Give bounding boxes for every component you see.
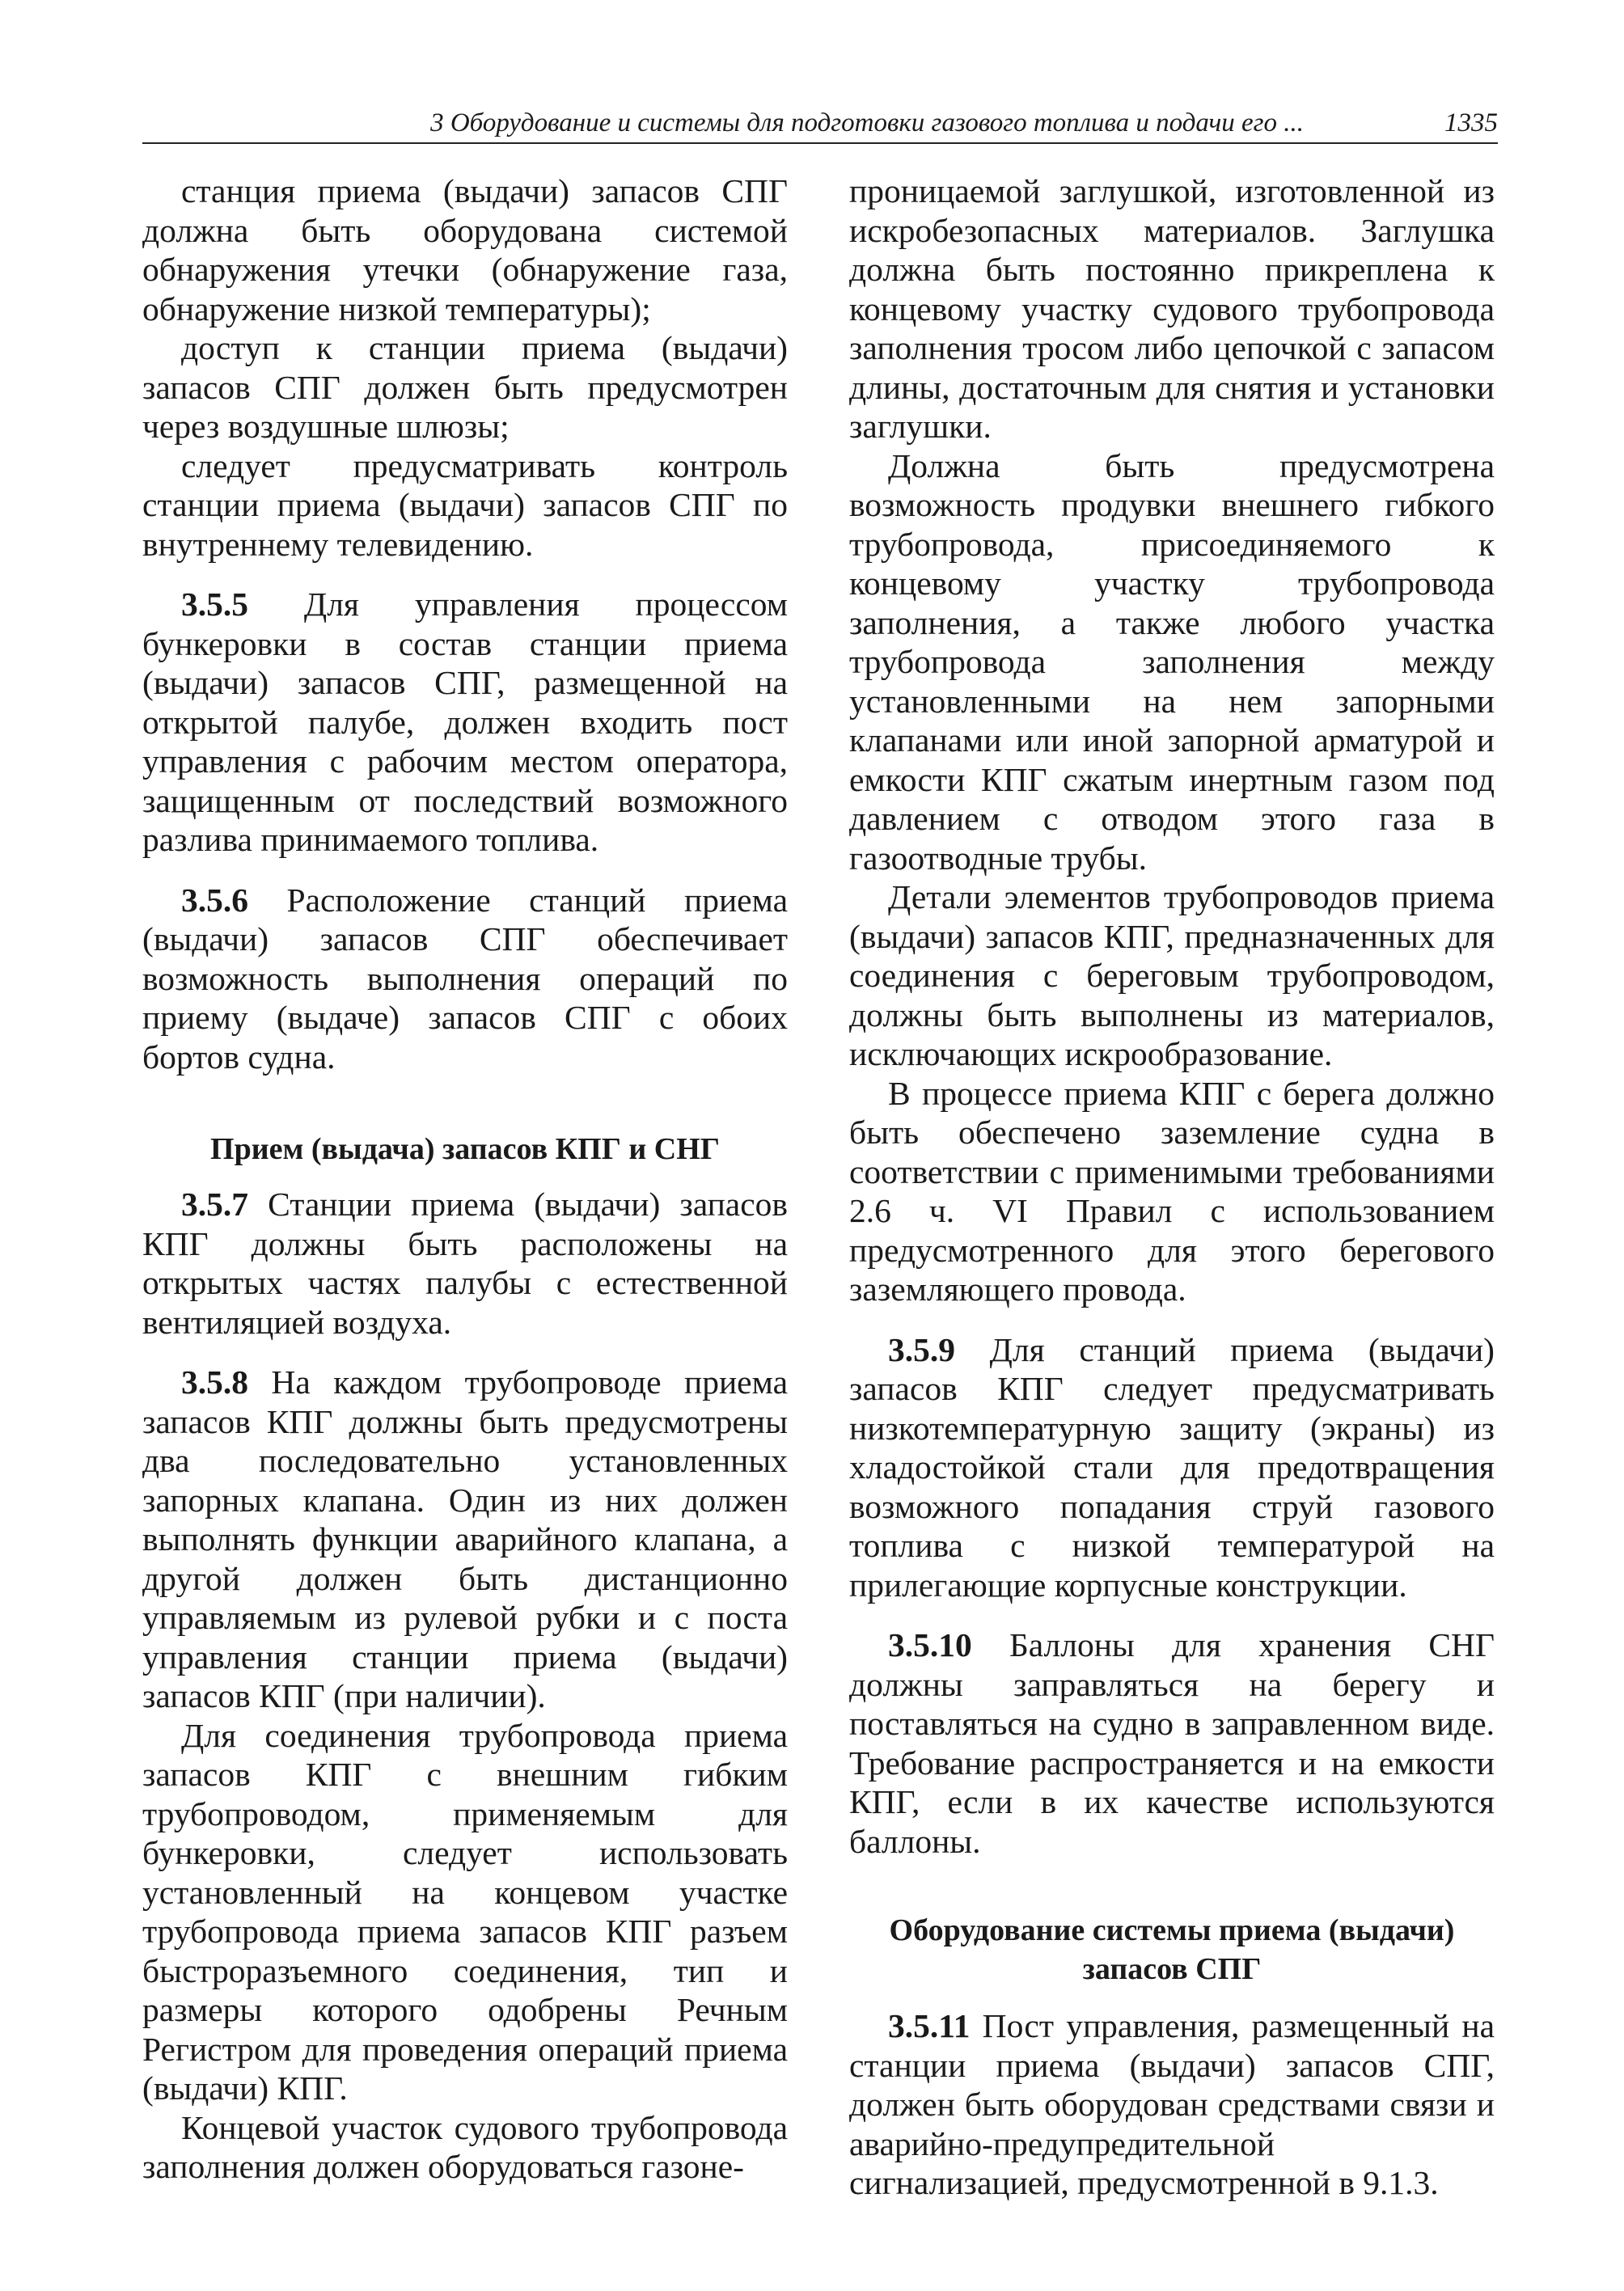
paragraph-3-5-7 — [142, 1185, 788, 1342]
list-item: доступ к станции приема (выдачи) запасов СПГ должен быть предусмотрен через воздушные шлюзы; — [142, 329, 788, 445]
paragraph-3-5-10 — [849, 1625, 1495, 1861]
paragraph-connection: Для соединения трубопровода приема запасов КПГ с внешним гибким трубопроводом, применяемым для бункеровки, следует использовать установленный на концевом участке трубопровода приема запасов КПГ разъем быстроразъемного соединения, тип и размеры которого одобрены Речным Регистром для проведения операций приема (выдачи) КПГ. — [142, 1716, 788, 2107]
clause-number: 3.5.10 — [888, 1626, 972, 1663]
paragraph-grounding: В процессе приема КПГ с берега должно быть обеспечено заземление судна в соответствии с применимыми требованиями 2.6 ч. VI Правил с использованием предусмотренного для этого берегового заземляющего провода. — [849, 1074, 1495, 1308]
left-column — [142, 171, 788, 2187]
paragraph-continuation: проницаемой заглушкой, изготовленной из искробезопасных материалов. Заглушка должна быть постоянно прикреплена к концевому участку судового трубопровода заполнения тросом либо цепочкой с запасом длины, достаточным для снятия и установки заглушки. — [849, 172, 1495, 445]
clause-number: 3.5.6 — [181, 881, 248, 919]
paragraph-3-5-9 — [849, 1330, 1495, 1605]
page-number: 1335 — [1444, 108, 1498, 137]
running-header — [142, 104, 1498, 144]
paragraph-end-section: Концевой участок судового трубопровода заполнения должен оборудоваться газоне- — [142, 2108, 788, 2185]
paragraph-3-5-6 — [142, 881, 788, 1077]
paragraph-purge: Должна быть предусмотрена возможность продувки внешнего гибкого трубопровода, присоединяемого к концевому участку трубопровода заполнения, а также любого участка трубопровода заполнения между установленными на нем запорными клапанами или иной запорной арматурой и емкости КПГ сжатым инертным газом под давлением с отводом этого газа в газоотводные трубы. — [849, 446, 1495, 877]
list-item: станция приема (выдачи) запасов СПГ должна быть оборудована системой обнаружения утечки (обнаружение газа, обнаружение низкой температуры); — [142, 172, 788, 328]
paragraph-3-5-11 — [849, 2006, 1495, 2203]
section-heading-equipment — [849, 1911, 1495, 1989]
list-item: следует предусматривать контроль станции приема (выдачи) запасов СПГ по внутреннему телевидению. — [142, 446, 788, 563]
running-header-title: 3 Оборудование и системы для подготовки газового топлива и подачи его ... — [430, 108, 1304, 137]
paragraph-3-5-8 — [142, 1363, 788, 1716]
clause-number: 3.5.8 — [181, 1363, 248, 1401]
clause-number: 3.5.11 — [888, 2007, 971, 2044]
clause-text: Для управления процессом бункеровки в состав станции приема (выдачи) запасов СПГ, размещенной на открытой палубе, должен входить пост управления с рабочим местом оператора, защищенным от последствий возможного разлива принимаемого топлива. — [142, 585, 788, 858]
section-heading-cng-lpg: Прием (выдача) запасов КПГ и СНГ — [210, 1132, 720, 1166]
paragraph-3-5-5 — [142, 585, 788, 860]
paragraph-details: Детали элементов трубопроводов приема (выдачи) запасов КПГ, предназначенных для соединения с береговым трубопроводом, должны быть выполнены из материалов, исключающих искрообразование. — [849, 878, 1495, 1072]
clause-number: 3.5.9 — [888, 1330, 955, 1368]
clause-text: На каждом трубопроводе приема запасов КПГ должны быть предусмотрены два последовательно установленных запорных клапана. Один из них должен выполнять функции аварийного клапана, а другой должен быть дистанционно управляемым из рулевой рубки и с поста управления станции приема (выдачи) запасов КПГ (при наличии). — [142, 1363, 788, 1714]
clause-text: Станции приема (выдачи) запасов КПГ должны быть расположены на открытых частях палубы с естественной вентиляцией воздуха. — [142, 1186, 788, 1341]
clause-number: 3.5.7 — [181, 1186, 248, 1223]
heading-line: запасов СПГ — [1082, 1952, 1262, 1986]
right-column — [849, 171, 1495, 2203]
heading-line: Оборудование системы приема (выдачи) — [889, 1913, 1455, 1947]
clause-text: Расположение станций приема (выдачи) запасов СПГ обеспечивает возможность выполнения операций по приему (выдаче) запасов СПГ с обоих бортов судна. — [142, 881, 788, 1076]
clause-text: Баллоны для хранения СНГ должны заправляться на берегу и поставляться на судно в заправленном виде. Требование распространяется и на емкости КПГ, если в их качестве используются баллоны. — [849, 1626, 1495, 1860]
clause-number: 3.5.5 — [181, 585, 248, 623]
clause-text: Пост управления, размещенный на станции приема (выдачи) запасов СПГ, должен быть оборудован средствами связи и аварийно-предупредительной сигнализацией, предусмотренной в 9.1.3. — [849, 2007, 1495, 2201]
clause-text: Для станций приема (выдачи) запасов КПГ следует предусматривать низкотемпературную защиту (экраны) из хладостойкой стали для предотвращения возможного попадания струй газового топлива с низкой температурой на прилегающие корпусные конструкции. — [849, 1330, 1495, 1604]
